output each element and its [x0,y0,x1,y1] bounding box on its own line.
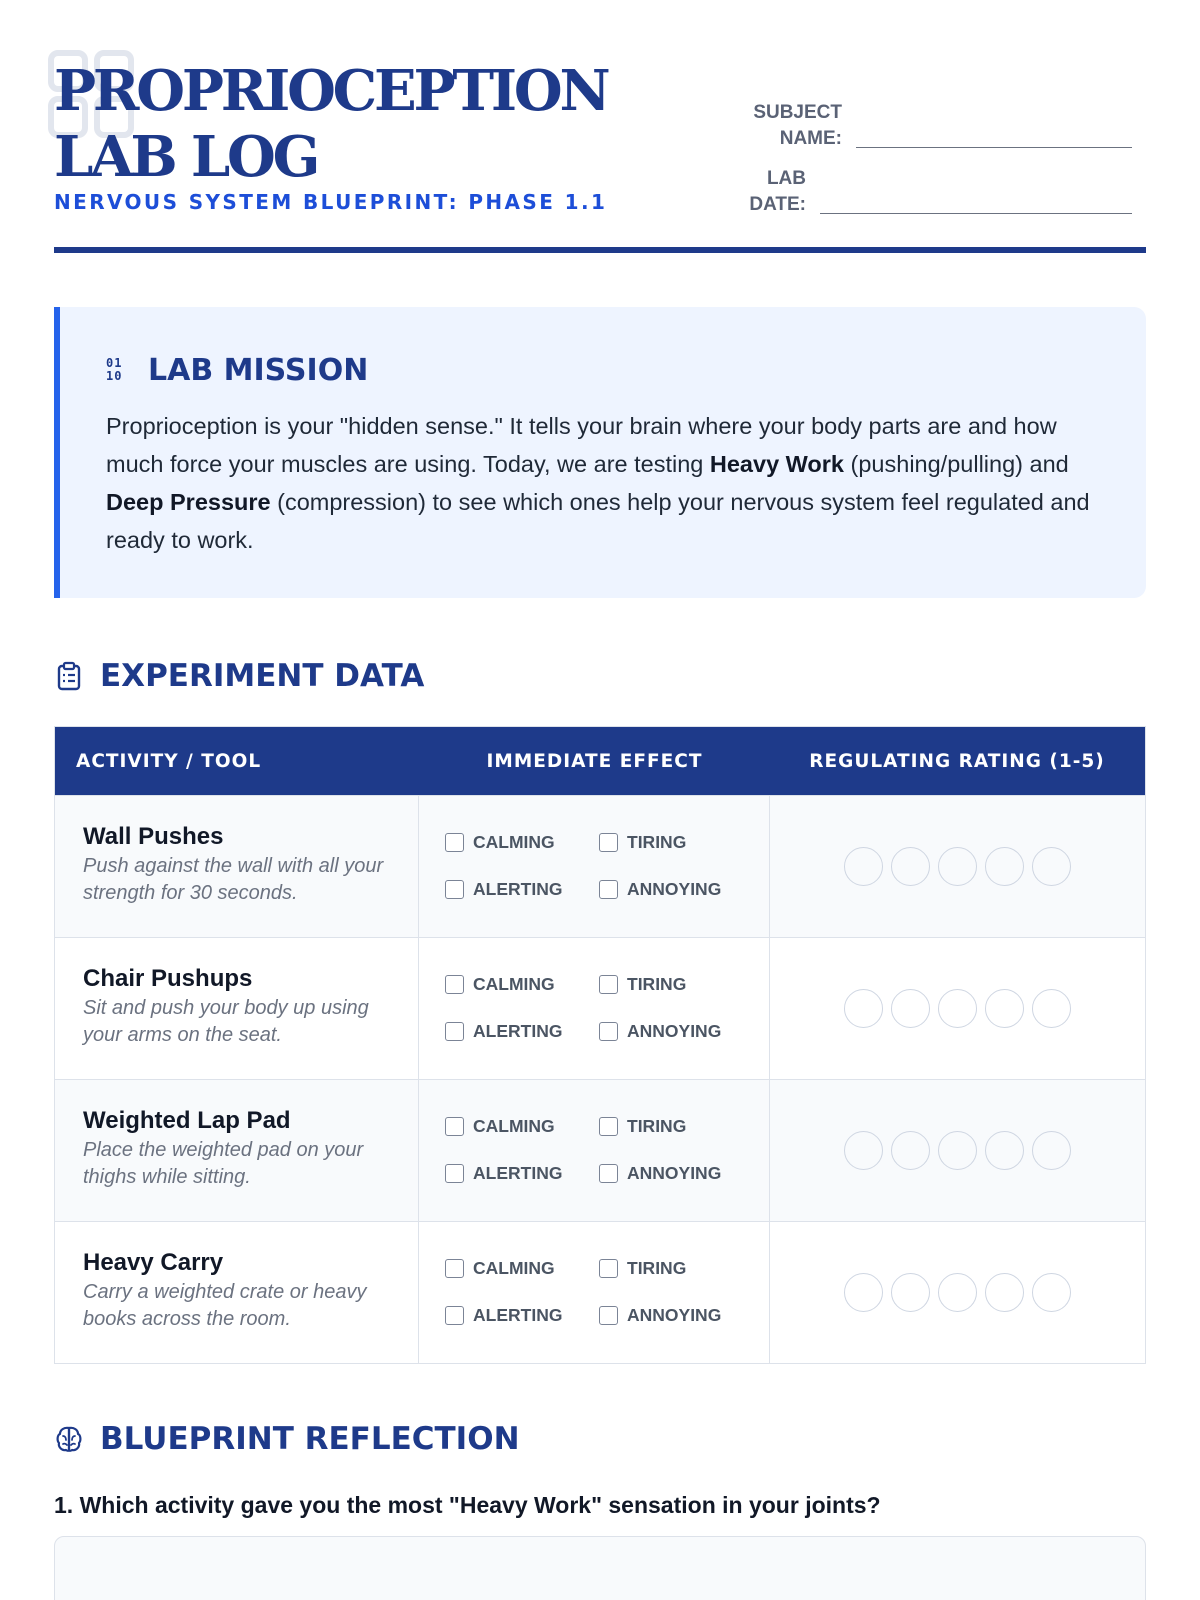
effect-label: TIRING [627,1258,687,1278]
effect-checkbox[interactable] [445,880,464,899]
effect-checkbox[interactable] [445,1117,464,1136]
effect-checkbox[interactable] [599,833,618,852]
effect-option-alerting[interactable] [445,1305,562,1326]
rating-cell [770,938,1144,1079]
reflection-answer-1[interactable] [54,1536,1146,1600]
column-header-activity: ACTIVITY / TOOL [76,750,262,772]
effect-cell [419,1080,770,1221]
rating-cell [770,1222,1144,1363]
experiment-table [54,726,1146,1364]
subject-name-line[interactable] [856,146,1132,148]
rating-circle-2[interactable] [891,989,930,1028]
rating-scale [844,1273,1071,1312]
activity-cell [55,1222,419,1363]
effect-cell [419,796,770,937]
rating-circle-1[interactable] [844,989,883,1028]
activity-description: Sit and push your body up using your arms on the seat. [83,997,369,1046]
effect-option-tiring[interactable] [599,1116,686,1137]
column-header-rating: REGULATING RATING (1-5) [809,750,1105,772]
effect-checkbox[interactable] [445,975,464,994]
effect-checkbox[interactable] [445,1306,464,1325]
rating-circle-3[interactable] [938,1273,977,1312]
rating-circle-3[interactable] [938,847,977,886]
rating-circle-4[interactable] [985,1273,1024,1312]
header [54,46,1146,254]
rating-circle-1[interactable] [844,1273,883,1312]
effect-label: CALMING [473,1258,555,1278]
effect-label: CALMING [473,974,555,994]
rating-circle-3[interactable] [938,1131,977,1170]
mission-text: Proprioception is your "hidden sense." It tells your brain where your body parts are and how much force your muscles are using. Today, we are testing Heavy Work (pushing/pulling) and Deep Pressure (compression) to see which ones help your nervous system feel regulated and ready to work. [106,413,1090,553]
effect-option-calming[interactable] [445,974,555,995]
lab-log-page [54,0,1146,1600]
effect-option-calming[interactable] [445,1258,555,1279]
effect-option-tiring[interactable] [599,974,686,995]
rating-circle-5[interactable] [1032,1273,1071,1312]
rating-cell [770,1080,1144,1221]
header-divider [54,247,1146,253]
rating-cell [770,796,1144,937]
rating-circle-2[interactable] [891,1131,930,1170]
lab-date-field[interactable] [744,166,1132,218]
effect-option-annoying[interactable] [599,1305,721,1326]
activity-name: Chair Pushups [83,965,253,992]
binary-icon: 01 10 [106,355,123,383]
effect-label: TIRING [627,832,687,852]
activity-description: Push against the wall with all your strength for 30 seconds. [83,855,384,904]
activity-cell [55,938,419,1079]
rating-scale [844,847,1071,886]
page-subtitle: NERVOUS SYSTEM BLUEPRINT: PHASE 1.1 [54,190,608,214]
effect-label: ANNOYING [627,1305,722,1325]
activity-description: Place the weighted pad on your thighs while sitting. [83,1139,364,1188]
effect-label: TIRING [627,1116,687,1136]
effect-checkbox[interactable] [445,1022,464,1041]
lab-date-line[interactable] [820,212,1132,214]
rating-circle-4[interactable] [985,1131,1024,1170]
table-body [55,795,1145,1363]
rating-circle-2[interactable] [891,847,930,886]
activity-description: Carry a weighted crate or heavy books across the room. [83,1281,367,1330]
clipboard-icon [54,661,84,691]
rating-circle-4[interactable] [985,847,1024,886]
effect-checkbox[interactable] [599,1306,618,1325]
reflection-heading [54,1421,520,1457]
effect-label: ALERTING [473,1021,563,1041]
effect-option-annoying[interactable] [599,879,721,900]
effect-option-calming[interactable] [445,1116,555,1137]
activity-name: Wall Pushes [83,823,224,850]
brain-icon [54,1424,84,1454]
activity-cell [55,796,419,937]
rating-circle-1[interactable] [844,1131,883,1170]
effect-label: ALERTING [473,879,563,899]
rating-circle-1[interactable] [844,847,883,886]
effect-label: CALMING [473,832,555,852]
effect-checkbox[interactable] [599,1259,618,1278]
effect-option-tiring[interactable] [599,832,686,853]
rating-circle-4[interactable] [985,989,1024,1028]
rating-circle-5[interactable] [1032,847,1071,886]
rating-circle-5[interactable] [1032,1131,1071,1170]
experiment-title: EXPERIMENT DATA [100,658,425,694]
lab-date-label: LAB DATE: [749,168,806,215]
table-row [55,937,1145,1079]
effect-label: ANNOYING [627,1163,722,1183]
activity-cell [55,1080,419,1221]
rating-circle-3[interactable] [938,989,977,1028]
effect-checkbox[interactable] [445,1164,464,1183]
table-row [55,1079,1145,1221]
table-header [55,727,1145,795]
experiment-heading [54,658,424,694]
effect-checkbox[interactable] [599,975,618,994]
activity-name: Heavy Carry [83,1249,224,1276]
table-row [55,1221,1145,1363]
effect-option-annoying[interactable] [599,1163,721,1184]
effect-cell [419,1222,770,1363]
rating-scale [844,989,1071,1028]
effect-checkbox[interactable] [599,880,618,899]
mission-box [54,307,1146,598]
effect-checkbox[interactable] [445,1259,464,1278]
rating-circle-5[interactable] [1032,989,1071,1028]
effect-option-tiring[interactable] [599,1258,686,1279]
effect-option-alerting[interactable] [445,1163,562,1184]
effect-checkbox[interactable] [599,1022,618,1041]
effect-option-alerting[interactable] [445,1021,562,1042]
mission-heading [106,353,368,388]
column-header-effect: IMMEDIATE EFFECT [486,750,703,772]
mission-title: LAB MISSION [148,353,369,388]
rating-scale [844,1131,1071,1170]
effect-label: CALMING [473,1116,555,1136]
effect-label: ALERTING [473,1163,563,1183]
effect-cell [419,938,770,1079]
subject-name-field[interactable] [744,100,1132,152]
table-row [55,795,1145,937]
effect-option-calming[interactable] [445,832,555,853]
reflection-question-1: 1. Which activity gave you the most "Heavy Work" sensation in your joints? [54,1492,881,1518]
effect-checkbox[interactable] [599,1164,618,1183]
effect-checkbox[interactable] [599,1117,618,1136]
effect-label: ALERTING [473,1305,563,1325]
effect-label: ANNOYING [627,879,722,899]
effect-label: TIRING [627,974,687,994]
effect-checkbox[interactable] [445,833,464,852]
rating-circle-2[interactable] [891,1273,930,1312]
page-title: PROPRIOCEPTION LAB LOG [54,58,608,190]
effect-option-alerting[interactable] [445,879,562,900]
activity-name: Weighted Lap Pad [83,1107,291,1134]
subject-name-label: SUBJECT NAME: [753,102,842,149]
effect-label: ANNOYING [627,1021,722,1041]
effect-option-annoying[interactable] [599,1021,721,1042]
reflection-title: BLUEPRINT REFLECTION [100,1421,520,1457]
